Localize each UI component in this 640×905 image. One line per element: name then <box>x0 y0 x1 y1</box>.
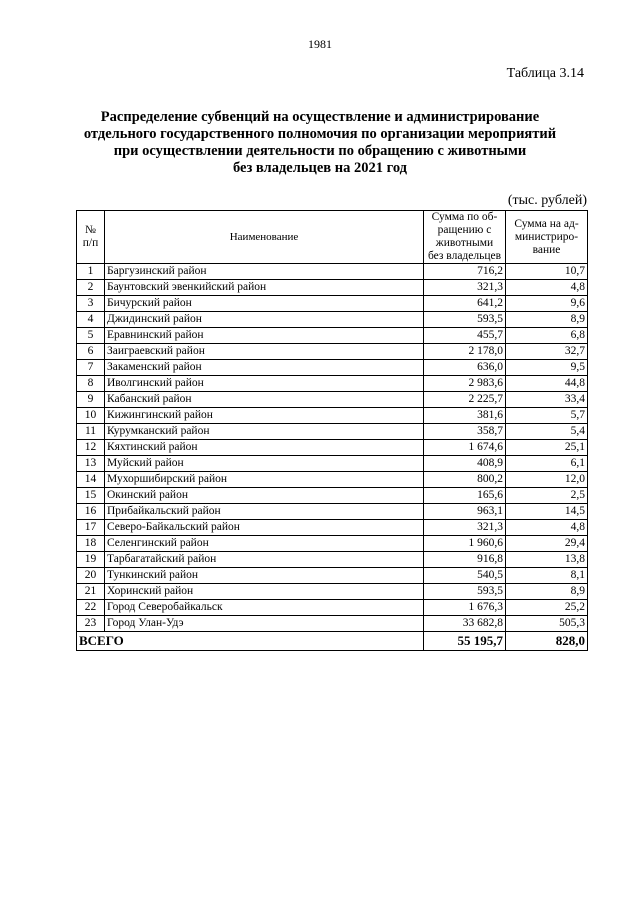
row-name: Заиграевский район <box>105 344 424 360</box>
table-body <box>77 264 588 632</box>
table-row <box>77 456 588 472</box>
table-row <box>77 568 588 584</box>
row-number: 6 <box>77 344 105 360</box>
row-number: 22 <box>77 600 105 616</box>
row-number: 16 <box>77 504 105 520</box>
row-sum-admin: 33,4 <box>506 392 588 408</box>
total-row <box>77 632 588 651</box>
table-row <box>77 408 588 424</box>
table-row <box>77 360 588 376</box>
row-name: Тарбагатайский район <box>105 552 424 568</box>
row-number: 21 <box>77 584 105 600</box>
table-row <box>77 504 588 520</box>
row-sum-handling: 321,3 <box>424 280 506 296</box>
row-number: 19 <box>77 552 105 568</box>
row-number: 9 <box>77 392 105 408</box>
total-sum-admin: 828,0 <box>506 632 588 651</box>
row-sum-handling: 1 676,3 <box>424 600 506 616</box>
row-name: Курумканский район <box>105 424 424 440</box>
header-sum-handling-text: Сумма по об- ращению с животными без владельцев <box>427 211 502 262</box>
row-number: 17 <box>77 520 105 536</box>
row-name: Хоринский район <box>105 584 424 600</box>
row-sum-handling: 358,7 <box>424 424 506 440</box>
row-name: Муйский район <box>105 456 424 472</box>
table-row <box>77 392 588 408</box>
table-row <box>77 424 588 440</box>
row-name: Баргузинский район <box>105 264 424 280</box>
table-row <box>77 552 588 568</box>
row-sum-handling: 800,2 <box>424 472 506 488</box>
row-sum-handling: 2 178,0 <box>424 344 506 360</box>
row-sum-admin: 2,5 <box>506 488 588 504</box>
row-sum-handling: 165,6 <box>424 488 506 504</box>
row-name: Иволгинский район <box>105 376 424 392</box>
table-row <box>77 440 588 456</box>
row-name: Мухоршибирский район <box>105 472 424 488</box>
table-row <box>77 312 588 328</box>
table-row <box>77 536 588 552</box>
row-sum-handling: 321,3 <box>424 520 506 536</box>
row-sum-admin: 9,5 <box>506 360 588 376</box>
row-number: 4 <box>77 312 105 328</box>
row-number: 1 <box>77 264 105 280</box>
header-number-text: № п/п <box>82 224 99 249</box>
units-note: (тыс. рублей) <box>507 193 587 208</box>
row-name: Кяхтинский район <box>105 440 424 456</box>
table-row <box>77 376 588 392</box>
row-number: 13 <box>77 456 105 472</box>
row-name: Джидинский район <box>105 312 424 328</box>
row-sum-admin: 12,0 <box>506 472 588 488</box>
header-number <box>77 211 105 264</box>
table-row <box>77 296 588 312</box>
title-line: отдельного государственного полномочия по организации мероприятий <box>83 126 557 142</box>
row-number: 8 <box>77 376 105 392</box>
table-row <box>77 472 588 488</box>
row-number: 12 <box>77 440 105 456</box>
row-sum-admin: 8,9 <box>506 584 588 600</box>
row-sum-admin: 9,6 <box>506 296 588 312</box>
row-sum-admin: 4,8 <box>506 280 588 296</box>
document-title <box>60 109 580 177</box>
header-sum-handling <box>424 211 506 264</box>
row-name: Закаменский район <box>105 360 424 376</box>
table-row <box>77 280 588 296</box>
row-sum-handling: 916,8 <box>424 552 506 568</box>
row-sum-admin: 25,2 <box>506 600 588 616</box>
page-number: 1981 <box>308 37 332 51</box>
row-sum-admin: 5,7 <box>506 408 588 424</box>
subvention-table <box>76 210 588 651</box>
row-sum-handling: 2 225,7 <box>424 392 506 408</box>
row-name: Баунтовский эвенкийский район <box>105 280 424 296</box>
row-sum-admin: 10,7 <box>506 264 588 280</box>
row-sum-admin: 8,1 <box>506 568 588 584</box>
row-sum-handling: 963,1 <box>424 504 506 520</box>
row-number: 23 <box>77 616 105 632</box>
row-sum-admin: 6,8 <box>506 328 588 344</box>
row-number: 7 <box>77 360 105 376</box>
row-number: 20 <box>77 568 105 584</box>
row-name: Северо-Байкальский район <box>105 520 424 536</box>
title-line: Распределение субвенций на осуществление и администрирование <box>100 109 540 125</box>
row-sum-admin: 6,1 <box>506 456 588 472</box>
row-name: Кижингинский район <box>105 408 424 424</box>
row-sum-handling: 636,0 <box>424 360 506 376</box>
table-label: Таблица 3.14 <box>506 66 584 81</box>
row-sum-handling: 641,2 <box>424 296 506 312</box>
row-sum-admin: 8,9 <box>506 312 588 328</box>
row-sum-admin: 505,3 <box>506 616 588 632</box>
table-header-row <box>77 211 588 264</box>
table-row <box>77 616 588 632</box>
row-name: Город Улан-Удэ <box>105 616 424 632</box>
row-sum-admin: 32,7 <box>506 344 588 360</box>
row-sum-handling: 1 960,6 <box>424 536 506 552</box>
row-sum-handling: 455,7 <box>424 328 506 344</box>
row-sum-admin: 25,1 <box>506 440 588 456</box>
table-row <box>77 600 588 616</box>
total-label: ВСЕГО <box>77 632 424 651</box>
row-name: Тункинский район <box>105 568 424 584</box>
table-row <box>77 488 588 504</box>
row-number: 18 <box>77 536 105 552</box>
table-row <box>77 344 588 360</box>
row-sum-admin: 13,8 <box>506 552 588 568</box>
title-line: при осуществлении деятельности по обращению с животными <box>113 143 527 159</box>
row-sum-handling: 408,9 <box>424 456 506 472</box>
row-sum-admin: 5,4 <box>506 424 588 440</box>
row-number: 15 <box>77 488 105 504</box>
total-sum-handling: 55 195,7 <box>424 632 506 651</box>
row-name: Окинский район <box>105 488 424 504</box>
row-sum-handling: 1 674,6 <box>424 440 506 456</box>
title-line: без владельцев на 2021 год <box>232 160 408 176</box>
row-sum-handling: 381,6 <box>424 408 506 424</box>
table-row <box>77 584 588 600</box>
row-sum-handling: 33 682,8 <box>424 616 506 632</box>
row-sum-handling: 593,5 <box>424 584 506 600</box>
table-row <box>77 264 588 280</box>
row-number: 3 <box>77 296 105 312</box>
header-sum-admin <box>506 211 588 264</box>
row-sum-handling: 716,2 <box>424 264 506 280</box>
row-sum-handling: 540,5 <box>424 568 506 584</box>
row-sum-admin: 14,5 <box>506 504 588 520</box>
table-row <box>77 520 588 536</box>
row-name: Прибайкальский район <box>105 504 424 520</box>
row-number: 11 <box>77 424 105 440</box>
row-sum-admin: 4,8 <box>506 520 588 536</box>
row-sum-handling: 2 983,6 <box>424 376 506 392</box>
row-name: Кабанский район <box>105 392 424 408</box>
row-sum-handling: 593,5 <box>424 312 506 328</box>
row-name: Город Северобайкальск <box>105 600 424 616</box>
row-name: Селенгинский район <box>105 536 424 552</box>
header-sum-admin-text: Сумма на ад- министриро- вание <box>514 217 579 256</box>
row-number: 2 <box>77 280 105 296</box>
header-name: Наименование <box>105 211 424 264</box>
row-number: 10 <box>77 408 105 424</box>
table-row <box>77 328 588 344</box>
row-name: Бичурский район <box>105 296 424 312</box>
row-number: 5 <box>77 328 105 344</box>
row-sum-admin: 29,4 <box>506 536 588 552</box>
row-sum-admin: 44,8 <box>506 376 588 392</box>
row-number: 14 <box>77 472 105 488</box>
row-name: Еравнинский район <box>105 328 424 344</box>
